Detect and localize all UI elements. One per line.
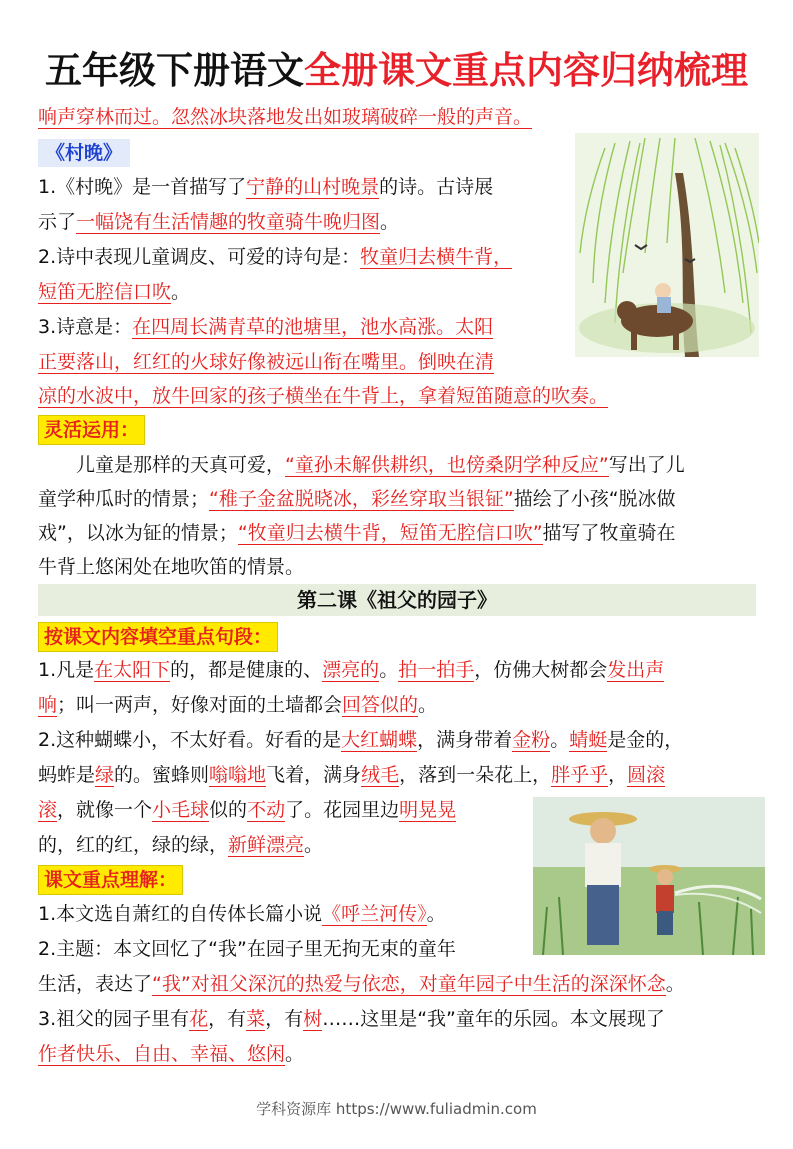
text: ，有 [208,1008,247,1030]
answer: “我”对祖父深沉的热爱与依恋，对童年园子中生活的深深怀念 [152,973,666,995]
answer: 大红蝴蝶 [341,729,418,751]
answer: 作者快乐、自由、幸福、悠闲 [38,1043,286,1065]
understand-line-1 [38,902,446,926]
title-part-1: 五年级下册语文 [45,49,304,92]
answer: 响 [38,694,58,716]
text: 2.诗中表现儿童调皮、可爱的诗句是： [38,246,361,268]
text: ，就像一个 [57,799,153,821]
answer: 明晃晃 [399,799,457,821]
understand-line-2 [38,937,456,961]
answer: 漂亮的 [322,659,380,681]
text: 。 [665,973,685,995]
text: ；叫一两声，好像对面的土墙都会 [57,694,343,716]
text: 的，都是健康的、 [170,659,323,681]
answer: 在四周长满青草的池塘里，池水高涨。太阳 [132,316,494,338]
text: ，仿佛大树都会 [474,659,608,681]
text: 描写了牧童骑在 [542,522,676,544]
fill-line-3 [38,728,683,752]
text: 写出了儿 [608,454,685,476]
text: 1.凡是 [38,659,95,681]
text: 示了 [38,211,77,233]
section-tag-cunwan: 《村晚》 [38,139,130,167]
answer: 金粉 [512,729,551,751]
answer: 树 [303,1008,323,1030]
understand-line-3 [38,972,685,996]
answer: 牧童归去横牛背， [360,246,513,268]
text: 2.主题：本文回忆了“我”在园子里无拘无束的童年 [38,938,456,960]
text: 3.诗意是： [38,316,133,338]
cunwan-line-6 [38,350,494,374]
text: ，落到一朵花上， [399,764,552,786]
text: 生活，表达了 [38,973,153,995]
understand-line-5 [38,1042,304,1066]
answer: 绒毛 [361,764,400,786]
text: 似的 [209,799,248,821]
text: 童学种瓜时的情景； [38,488,210,510]
section-tag-flex: 灵活运用： [38,415,145,445]
cunwan-line-3 [38,245,512,269]
text: 。 [379,659,399,681]
understand-line-4 [38,1007,665,1031]
text: 3.祖父的园子里有 [38,1008,190,1030]
fill-line-4 [38,763,665,787]
answer: 《呼兰河传》 [322,903,427,925]
text: 1.《村晚》是一首描写了 [38,176,247,198]
answer: 一幅饶有生活情趣的牧童骑牛晚归图 [76,211,381,233]
text: 牛背上悠闲处在地吹笛的情景。 [38,556,305,578]
lesson-banner: 第二课《祖父的园子》 [38,584,756,616]
title-part-2: 全册课文重点内容归纳梳理 [304,49,748,92]
flex-line-1 [76,453,685,477]
answer: 正要落山，红红的火球好像被远山衔在嘴里。倒映在清 [38,351,495,373]
continued-line [38,105,532,129]
text: 。 [426,903,446,925]
answer: 胖乎乎 [551,764,609,786]
answer: 嗡嗡地 [209,764,267,786]
answer: 凉的水波中，放牛回家的孩子横坐在牛背上，拿着短笛随意的吹奏。 [38,385,609,407]
text: 。 [171,281,191,303]
text: 1.本文选自萧红的自传体长篇小说 [38,903,323,925]
answer: 回答似的 [342,694,419,716]
text: 戏”，以冰为钲的情景； [38,522,238,544]
answer: 小毛球 [152,799,210,821]
flex-line-3 [38,521,676,545]
top-line-text: 响声穿林而过。忽然冰块落地发出如玻璃破碎一般的声音。 [38,106,533,128]
text: 了。花园里边 [285,799,400,821]
text: ，满身带着 [417,729,513,751]
answer: 新鲜漂亮 [228,834,305,856]
fill-line-2 [38,693,437,717]
answer: 宁静的山村晚景 [246,176,380,198]
text: 的。蜜蜂则 [114,764,210,786]
cunwan-line-1 [38,175,493,199]
quote: “稚子金盆脱晓冰，彩丝穿取当银钲” [209,488,514,510]
text: 儿童是那样的天真可爱， [76,454,286,476]
text: 。 [550,729,570,751]
text: 描绘了小孩“脱冰做 [513,488,676,510]
cunwan-line-7 [38,384,608,408]
poem-illustration [575,133,759,357]
text: 。 [418,694,438,716]
text: 。 [380,211,400,233]
cunwan-line-4 [38,280,190,304]
text: 的，红的红，绿的绿， [38,834,229,856]
flex-line-2 [38,487,676,511]
text: 。 [285,1043,305,1065]
answer: 不动 [247,799,286,821]
section-tag-understand: 课文重点理解： [38,865,183,895]
text: 蚂蚱是 [38,764,96,786]
answer: 花 [189,1008,209,1030]
answer: 菜 [246,1008,266,1030]
flex-line-4 [38,555,304,579]
answer: 在太阳下 [94,659,171,681]
answer: 蜻蜓 [569,729,608,751]
text: ， [608,764,628,786]
answer: 拍一拍手 [398,659,475,681]
garden-illustration [533,797,765,955]
answer: 绿 [95,764,115,786]
cunwan-line-5 [38,315,493,339]
quote: “牧童归去横牛背，短笛无腔信口吹” [237,522,543,544]
section-tag-fill: 按课文内容填空重点句段： [38,622,278,652]
text: 是金的， [607,729,684,751]
answer: 短笛无腔信口吹 [38,281,172,303]
footer-watermark: 学科资源库 https://www.fuliadmin.com [256,1100,537,1118]
text: ，有 [265,1008,304,1030]
page-title [0,40,793,94]
answer: 发出声 [607,659,665,681]
cunwan-line-2 [38,210,399,234]
fill-line-1 [38,658,664,682]
quote: “童孙未解供耕织，也傍桑阴学种反应” [285,454,609,476]
answer: 圆滚 [627,764,666,786]
text: 2.这种蝴蝶小，不太好看。好看的是 [38,729,342,751]
text: 的诗。古诗展 [379,176,494,198]
text: ……这里是“我”童年的乐园。本文展现了 [322,1008,665,1030]
fill-line-5 [38,798,456,822]
answer: 滚 [38,799,58,821]
text: 飞着，满身 [266,764,362,786]
fill-line-6 [38,833,323,857]
text: 。 [304,834,324,856]
